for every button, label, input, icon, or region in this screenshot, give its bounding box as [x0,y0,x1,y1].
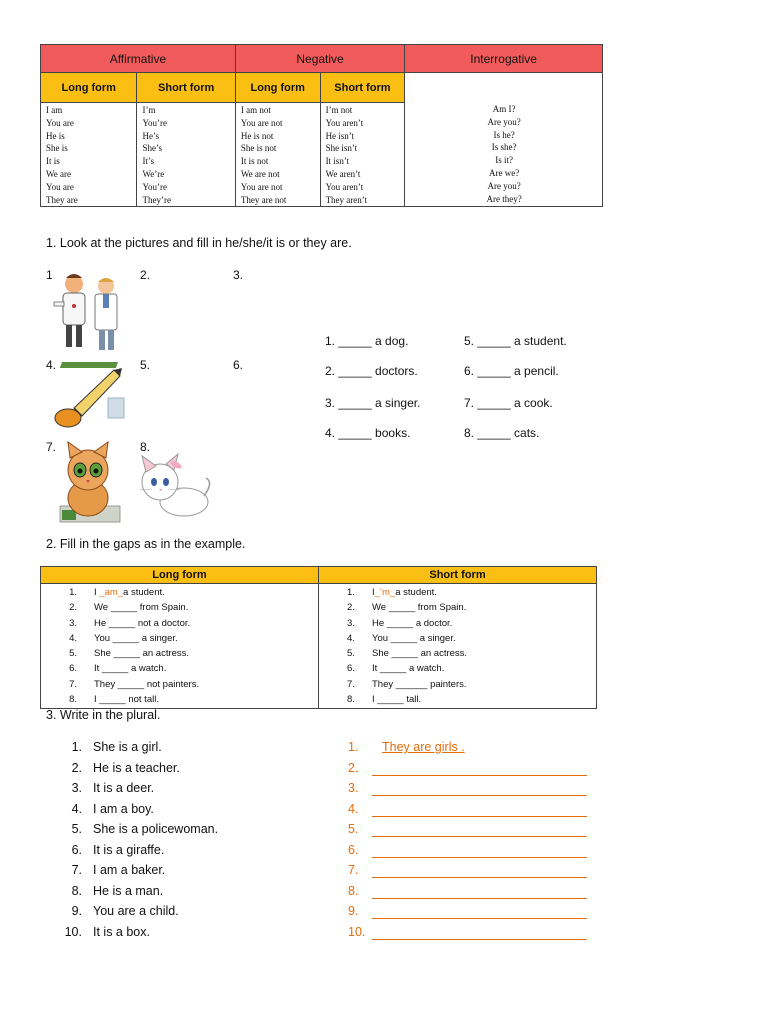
header-negative: Negative [235,45,404,73]
exercise-1-title: 1. Look at the pictures and fill in he/she/it is or they are. [46,236,352,250]
answer-number: 7. [348,863,359,877]
pencil-illustration [52,362,126,428]
form-entry: We aren’t [325,168,361,179]
plural-sentence: He is a teacher. [93,760,180,775]
gap-number: 3. [69,617,77,629]
gap-number: 3. [347,617,355,629]
form-entry: Am I? [492,104,516,114]
plural-number: 10. [64,924,82,939]
plural-number: 3. [71,781,82,795]
gap-text[interactable]: He _____ not a doctor. [94,617,191,629]
gap-row [319,677,596,692]
gap-number: 6. [69,663,77,675]
answer-line[interactable] [372,816,587,817]
gap-row [319,585,596,600]
subheader-long-form: Long form [41,73,137,103]
plural-sentence: I am a baker. [93,863,166,877]
answer-number: 6. [348,842,359,857]
gap-row [319,631,596,646]
answer-line[interactable] [372,877,587,878]
answer-line[interactable] [372,918,587,919]
gap-number: 2. [69,602,77,614]
form-entry: She isn’t [325,143,358,154]
answer-number: 2. [348,760,359,775]
fill-item[interactable]: 7. _____ a cook. [464,396,553,410]
plural-sentence: He is a man. [93,883,164,898]
fill-item[interactable]: 1. _____ a dog. [325,334,409,348]
form-entry: You aren’t [325,117,364,128]
plural-number: 2. [71,760,82,775]
gap-row [41,677,318,692]
form-entry: I am [46,105,63,115]
subheader-short-form: Short form [137,73,235,103]
plural-sentence: You are a child. [93,904,179,918]
form-entry: She is not [240,143,277,154]
cat-illustration [52,440,122,526]
gap-row [41,692,318,707]
form-entry: I am not [240,105,271,115]
gap-number: 4. [69,632,77,644]
gap-number: 7. [347,678,355,690]
form-entry: Are you? [487,180,521,191]
gap-text[interactable]: You _____ a singer. [371,632,456,644]
gap-text[interactable]: They ______ painters. [371,678,467,690]
form-entry: He is [46,130,65,141]
gap-text[interactable]: I _____ not tall. [94,694,159,706]
pic-label-6: 6. [233,358,244,372]
form-entry: They are not [240,194,287,205]
plural-number: 9. [71,904,82,918]
pic-label-3: 3. [233,268,244,282]
negative-long-forms [235,103,320,207]
gap-text[interactable]: I_’m_a student. [371,587,437,598]
gap-row [41,661,318,676]
fill-item[interactable]: 8. _____ cats. [464,426,540,440]
plural-number: 5. [71,822,82,836]
affirmative-long-forms [41,103,137,207]
plural-sentence: It is a giraffe. [93,842,165,857]
gap-number: 5. [69,648,77,660]
gap-answer: _’m_ [374,587,396,598]
gap-text[interactable]: She _____ an actress. [371,648,468,660]
form-entry: You are [46,181,74,192]
gap-number: 8. [347,694,355,706]
affirmative-short-forms [137,103,235,207]
subheader-long-form: Long form [235,73,320,103]
form-entry: They aren’t [325,194,368,205]
form-entry: Is she? [491,142,517,153]
plural-sentence: It is a deer. [93,781,155,795]
gap-row [319,646,596,661]
gap-row [319,692,596,707]
gap-row [41,585,318,600]
white-cat-illustration [134,452,214,520]
pic-label-1: 1 [46,268,53,282]
gap-number: 4. [347,632,355,644]
pic-label-8: 8. [140,440,151,454]
gap-text[interactable]: It _____ a watch. [94,663,167,675]
header-interrogative: Interrogative [405,45,603,73]
gap-text[interactable]: He _____ a doctor. [371,617,453,629]
interrogative-forms [405,102,602,205]
plural-sentence: She is a girl. [93,740,162,754]
plural-number: 8. [71,883,82,898]
plural-sentence: I am a boy. [93,801,154,816]
negative-short-forms [320,103,405,207]
form-entry: Is it? [495,155,513,166]
plural-sentence: She is a policewoman. [93,822,219,836]
form-entry: You are [46,117,74,128]
gap-number: 2. [347,602,355,614]
gap-row [319,616,596,631]
example-answer: They are girls . [382,740,465,754]
fill-item[interactable]: 4. _____ books. [325,426,411,440]
interrogative-cell [405,73,603,207]
answer-number: 8. [348,883,359,898]
header-affirmative: Affirmative [41,45,236,73]
subheader-short-form: Short form [320,73,405,103]
form-entry: He’s [142,130,159,141]
gap-text[interactable]: I _am_a student. [94,587,165,598]
answer-number: 10. [348,924,366,939]
gap-row [319,661,596,676]
answer-line[interactable] [372,898,587,899]
gap-answer: _am_ [99,587,124,598]
answer-number: 5. [348,822,359,836]
gap-text[interactable]: We _____ from Spain. [371,602,467,614]
answer-number: 1. [348,740,359,754]
plural-number: 7. [71,863,82,877]
form-entry: He isn’t [325,130,355,141]
form-entry: We’re [142,168,165,179]
answer-line[interactable] [372,795,587,796]
form-entry: She is [46,143,68,154]
fill-item[interactable]: 3. _____ a singer. [325,396,421,410]
gap-text[interactable]: We _____ from Spain. [94,602,189,614]
gap-text[interactable]: She _____ an actress. [94,648,190,660]
gap-row [319,600,596,615]
gap-number: 7. [69,678,77,690]
gap-text[interactable]: They _____ not painters. [94,678,200,690]
fill-item[interactable]: 5. _____ a student. [464,334,567,348]
gap-row [41,631,318,646]
answer-line[interactable] [372,775,587,776]
exercise-3-title: 3. Write in the plural. [46,708,161,722]
answer-line[interactable] [372,857,587,858]
form-entry: It’s [142,156,154,167]
conjugation-table [40,44,603,207]
form-entry: You’re [142,181,168,192]
exercise-2-title: 2. Fill in the gaps as in the example. [46,537,246,551]
form-entry: Are we? [489,167,520,178]
doctors-illustration [52,266,128,354]
gap-fill-table [40,566,597,709]
answer-line[interactable] [372,836,587,837]
gap-number: 6. [347,663,355,675]
plural-sentence: It is a box. [93,924,150,939]
form-entry: They’re [142,194,171,205]
gap-text[interactable]: I _____ tall. [371,694,422,706]
pic-label-7: 7. [46,440,57,454]
plural-number: 4. [71,801,82,816]
form-entry: It is not [240,156,269,167]
gap-text[interactable]: It _____ a watch. [371,663,445,675]
form-entry: She’s [142,143,162,154]
pic-label-2: 2. [140,268,151,282]
gap-row [41,646,318,661]
form-entry: Are you? [487,116,521,127]
form-entry: We are not [240,168,280,179]
plural-number: 6. [71,842,82,857]
form-entry: They are [46,194,78,205]
form-entry: You are not [240,181,283,192]
answer-number: 9. [348,904,359,918]
form-entry: It is [46,156,60,167]
gap-row [41,600,318,615]
plural-number: 1. [71,740,82,754]
gap-number: 5. [347,648,355,660]
form-entry: We are [46,168,72,179]
fill-item[interactable]: 2. _____ doctors. [325,364,418,378]
pic-label-4: 4. [46,358,57,372]
answer-number: 3. [348,781,359,795]
form-entry: You aren’t [325,181,364,192]
short-form-cell [318,584,596,709]
gap-number: 8. [69,694,77,706]
gap-number: 1. [69,587,77,598]
gap-number: 1. [347,587,355,598]
pic-label-5: 5. [140,358,151,372]
form-entry: Is he? [493,129,515,140]
gap-row [41,616,318,631]
header-short-form: Short form [318,567,596,584]
fill-item[interactable]: 6. _____ a pencil. [464,364,559,378]
answer-number: 4. [348,801,359,816]
form-entry: You’re [142,117,168,128]
form-entry: It isn’t [325,156,350,167]
form-entry: He is not [240,130,274,141]
long-form-cell [41,584,319,709]
answer-line[interactable] [372,939,587,940]
form-entry: Are they? [486,193,522,204]
form-entry: I’m [142,105,156,115]
header-long-form: Long form [41,567,319,584]
form-entry: I’m not [325,105,353,115]
gap-text[interactable]: You _____ a singer. [94,632,178,644]
form-entry: You are not [240,117,283,128]
